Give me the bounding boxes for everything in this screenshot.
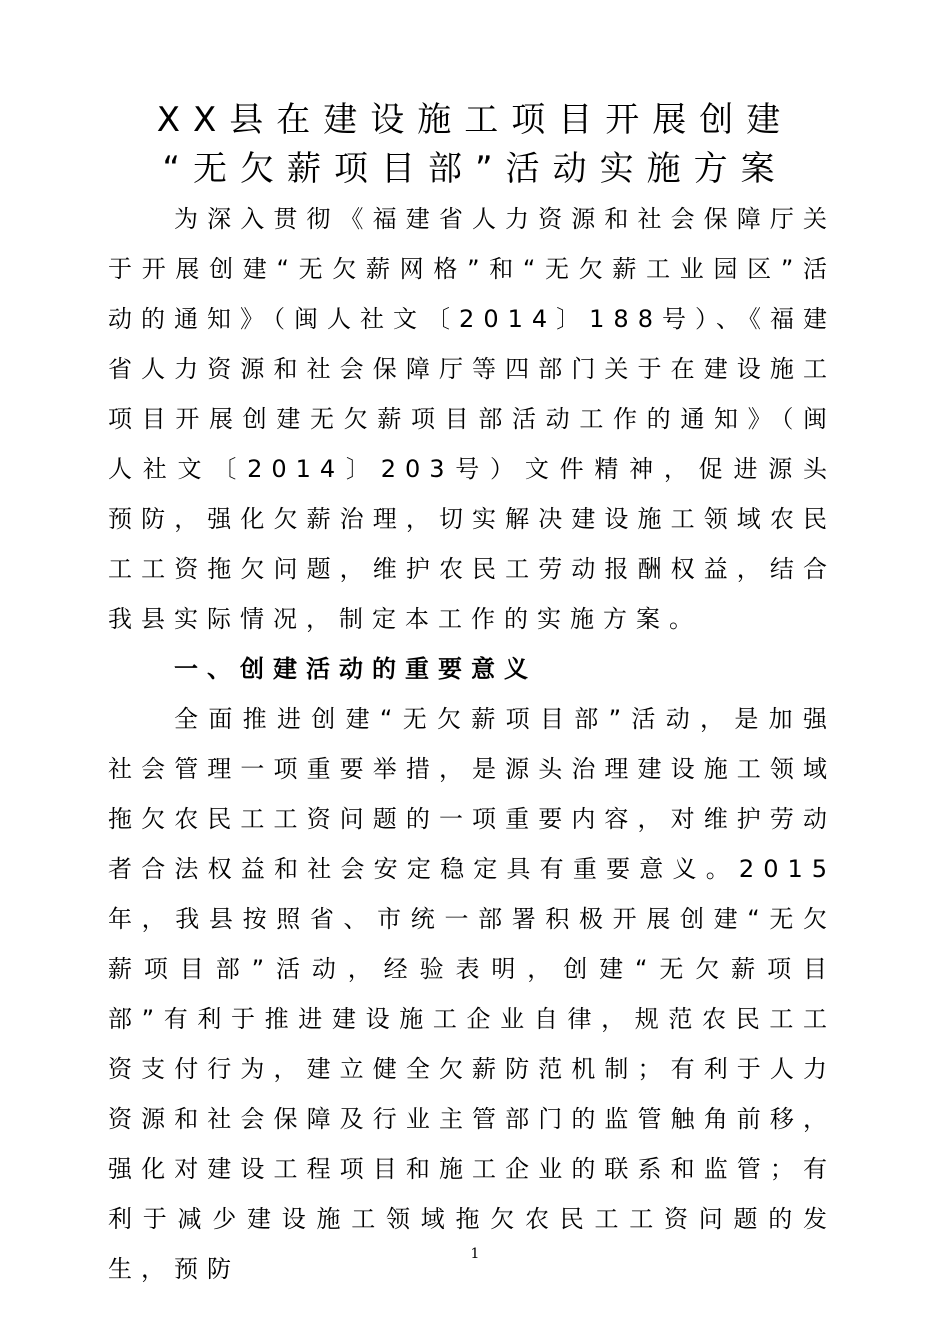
page-number: 1 (470, 1246, 480, 1262)
document-title-line-2: “无欠薪项目部”活动实施方案 (162, 149, 788, 189)
intro-paragraph: 为深入贯彻《福建省人力资源和社会保障厅关于开展创建“无欠薪网格”和“无欠薪工业园区”活动的通知》（闽人社文〔2014〕188号）、《福建省人力资源和社会保障厅等四部门关于在建设施工项目开展创建无欠薪项目部活动工作的通知》（闽人社文〔2014〕203号）文件精神，促进源头预防，强化欠薪治理，切实解决建设施工领域农民工工资拖欠问题，维护农民工劳动报酬权益，结合我县实际情况，制定本工作的实施方案。 (108, 205, 836, 633)
section-1-heading: 一、创建活动的重要意义 (174, 655, 537, 683)
document-body (108, 194, 836, 1294)
section-1-paragraph: 全面推进创建“无欠薪项目部”活动，是加强社会管理一项重要举措，是源头治理建设施工领域拖欠农民工工资问题的一项重要内容，对维护劳动者合法权益和社会安定稳定具有重要意义。2015年，我县按照省、市统一部署积极开展创建“无欠薪项目部”活动，经验表明，创建“无欠薪项目部”有利于推进建设施工企业自律，规范农民工工资支付行为，建立健全欠薪防范机制；有利于人力资源和社会保障及行业主管部门的监管触角前移，强化对建设工程项目和施工企业的联系和监管；有利于减少建设施工领域拖欠农民工工资问题的发生，预防 (108, 705, 836, 1283)
document-title-line-1: XX县在建设施工项目开展创建 (156, 100, 794, 140)
